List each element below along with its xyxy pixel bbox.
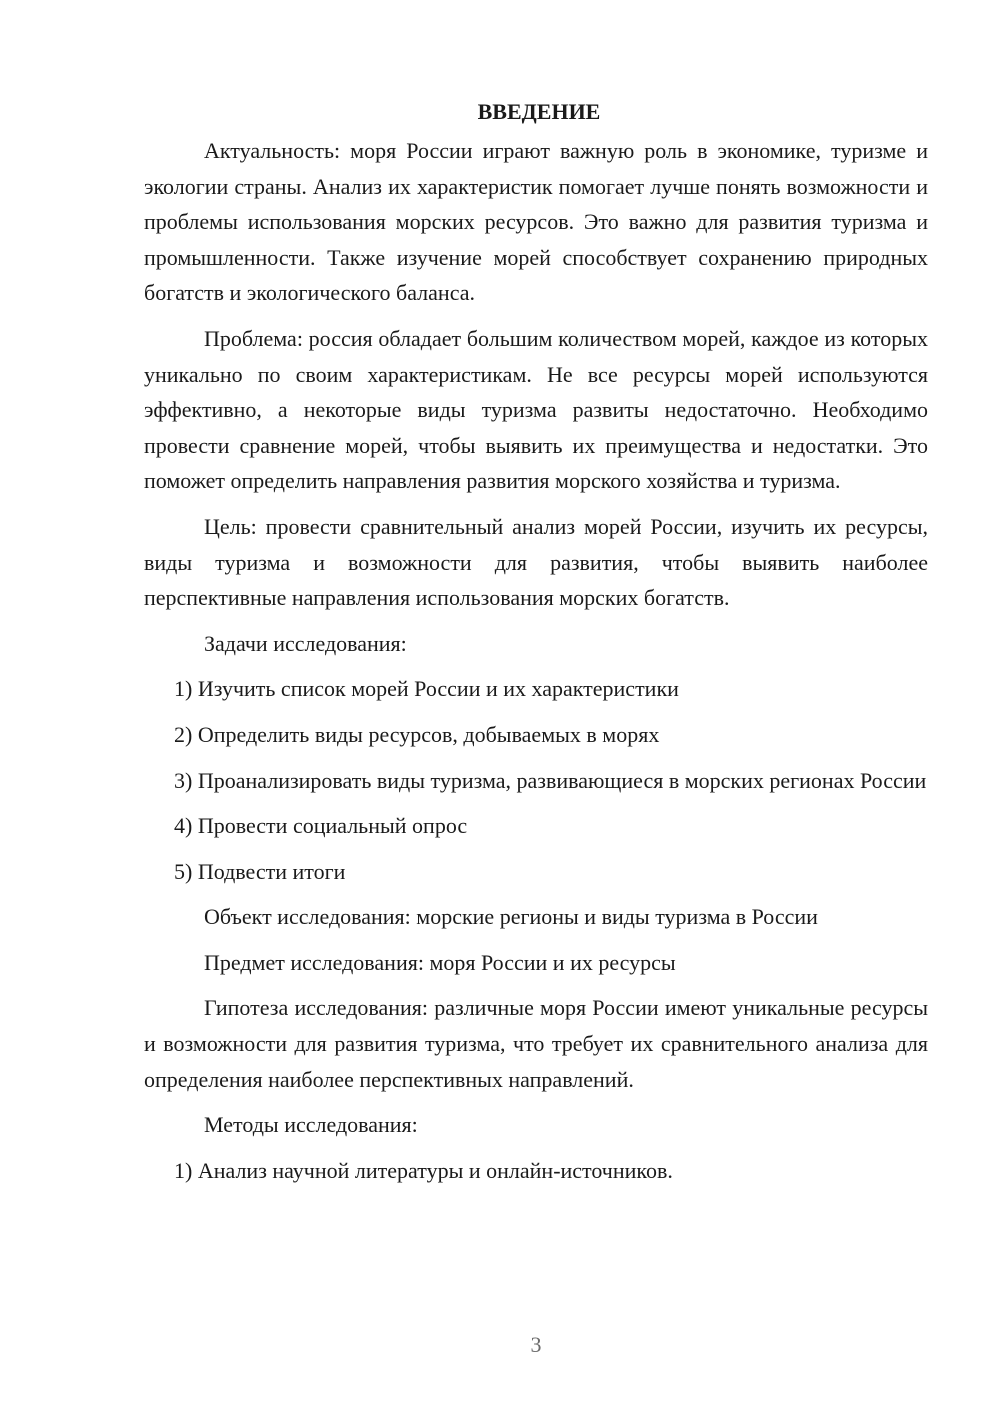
goal-paragraph: Цель: провести сравнительный анализ морей России, изучить их ресурсы, виды туризма и возможности для развития, чтобы выявить наиболее перспективные направления использования морских богатств. [144,513,928,611]
methods-heading: Методы исследования: [204,1112,418,1138]
object-line: Объект исследования: морские регионы и виды туризма в России [204,904,818,930]
tasks-heading: Задачи исследования: [204,630,407,656]
document-page [144,94,928,1198]
task-item: 4) Провести социальный опрос [174,813,468,839]
method-item: 1) Анализ научной литературы и онлайн-источников. [174,1157,673,1183]
relevance-paragraph: Актуальность: моря России играют важную роль в экономике, туризме и экологии страны. Анализ их характеристик помогает лучше понять возможности и проблемы использования морских ресурсов. Это важно для развития туризма и промышленности. Также изучение морей способствует сохранению природных богатств и экологического баланса. [144,138,928,306]
task-item: 2) Определить виды ресурсов, добываемых в морях [174,721,660,747]
problem-paragraph: Проблема: россия обладает большим количеством морей, каждое из которых уникально по своим характеристикам. Не все ресурсы морей используются эффективно, а некоторые виды туризма развиты недостаточно. Необходимо провести сравнение морей, чтобы выявить их преимущества и недостатки. Это поможет определить направления развития морского хозяйства и туризма. [144,325,928,494]
hypothesis-paragraph: Гипотеза исследования: различные моря России имеют уникальные ресурсы и возможности для развития туризма, что требует их сравнительного анализа для определения наиболее перспективных направлений. [144,995,928,1092]
page-number: 3 [530,1332,542,1357]
page-title: ВВЕДЕНИЕ [477,99,601,124]
subject-line: Предмет исследования: моря России и их ресурсы [204,949,676,975]
task-item: 5) Подвести итоги [174,858,346,884]
task-item: 1) Изучить список морей России и их характеристики [174,676,679,702]
task-item: 3) Проанализировать виды туризма, развивающиеся в морских регионах России [174,767,927,793]
